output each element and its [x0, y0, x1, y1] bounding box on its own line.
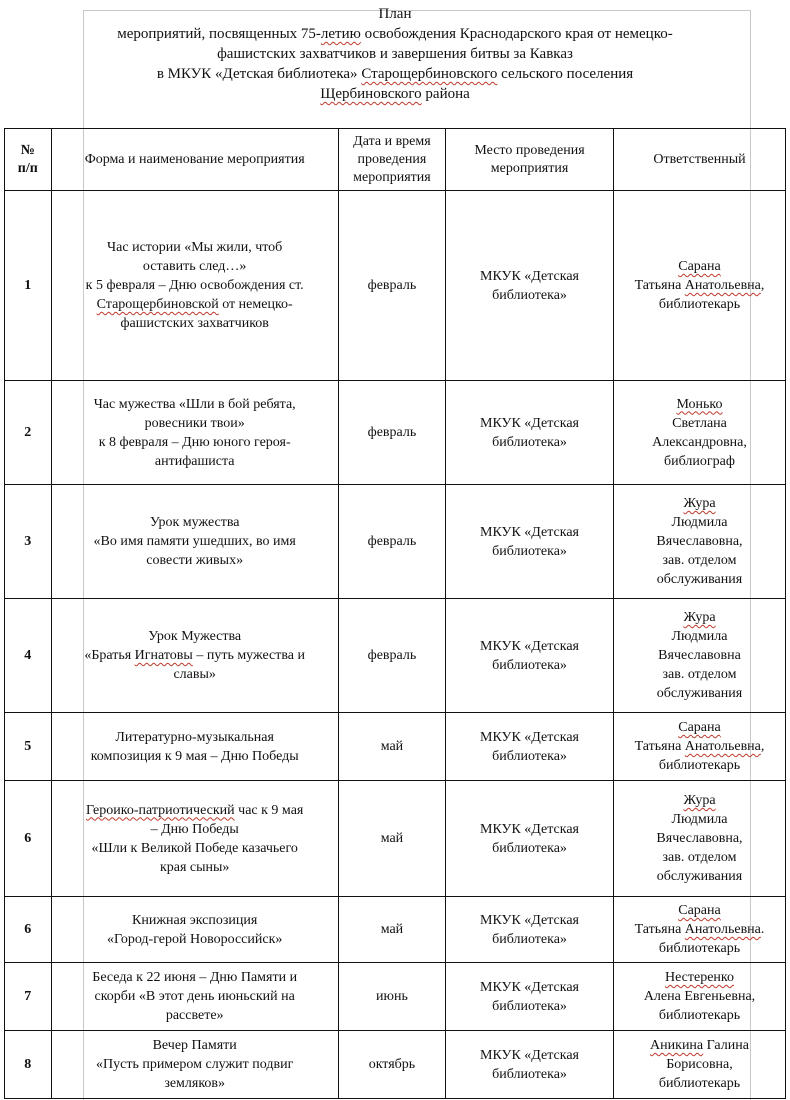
event-name-cell-line: Беседа к 22 июня – Дню Памяти и [92, 970, 298, 985]
event-place-cell-line: библиотека» [492, 1066, 567, 1082]
event-date-cell: май [338, 897, 445, 963]
row-number: 8 [5, 1031, 52, 1099]
responsible-cell [613, 191, 785, 381]
event-name-cell-line: Час мужества «Шли в бой ребята, [93, 396, 296, 412]
responsible-cell-line: Сарана [678, 720, 721, 735]
responsible-cell-line: Вячеславовна, [656, 534, 743, 549]
header-place [446, 129, 614, 191]
row-number: 2 [5, 381, 52, 485]
header-number-line: п/п [17, 160, 38, 176]
table-row [5, 781, 786, 897]
responsible-cell-line: Вячеславовна [658, 648, 741, 663]
event-name-cell-line: Литературно-музыкальная [115, 729, 274, 745]
event-date-cell: октябрь [338, 1031, 445, 1099]
row-number: 6 [5, 781, 52, 897]
table-row [5, 963, 786, 1031]
responsible-cell [613, 1031, 785, 1099]
event-place-cell-line: библиотека» [492, 434, 567, 450]
responsible-cell-line: зав. отделом [662, 667, 737, 682]
event-date-cell: февраль [338, 381, 445, 485]
event-name-cell-line: к 8 февраля – Дню юного героя- [98, 434, 291, 450]
header-responsible: Ответственный [613, 129, 785, 191]
event-place-cell [446, 191, 614, 381]
responsible-cell-line: зав. отделом [662, 850, 737, 865]
event-date-cell: июнь [338, 963, 445, 1031]
responsible-cell-line: библиотекарь [658, 297, 741, 312]
responsible-cell-line: Жура [683, 610, 716, 625]
responsible-cell-line: библиотекарь [658, 1076, 741, 1091]
event-date-cell: февраль [338, 485, 445, 599]
header-event-name: Форма и наименование мероприятия [51, 129, 338, 191]
event-name-cell-line: края сыны» [159, 859, 230, 875]
event-place-cell-line: МКУК «Детская [480, 912, 579, 928]
table-row [5, 191, 786, 381]
event-name-cell-line: «Шли к Великой Победе казачьего [91, 840, 298, 856]
event-date-cell: февраль [338, 191, 445, 381]
responsible-cell-line: Жура [683, 793, 716, 808]
event-date-cell: май [338, 781, 445, 897]
event-name-cell-line: совести живых» [146, 553, 244, 568]
event-name-cell-line: оставить след…» [142, 259, 247, 274]
responsible-cell [613, 485, 785, 599]
event-date-cell: май [338, 713, 445, 781]
responsible-cell [613, 963, 785, 1031]
event-name-cell-line: «Пусть примером служит подвиг [96, 1057, 294, 1072]
event-place-cell-line: МКУК «Детская [480, 268, 579, 284]
responsible-cell-line: Жура [683, 496, 716, 511]
event-date-cell: февраль [338, 599, 445, 713]
event-name-cell-line: – Дню Победы [150, 821, 239, 837]
event-name-cell-line: Час истории «Мы жили, чтоб [107, 240, 283, 255]
row-number: 4 [5, 599, 52, 713]
event-name-cell-line: Старощербиновской от немецко- [96, 297, 293, 312]
event-name-cell [51, 599, 338, 713]
responsible-cell-line: Татьяна Анатольевна. [634, 922, 765, 937]
event-name-cell-line: антифашиста [154, 453, 235, 469]
event-place-cell-line: библиотека» [492, 998, 567, 1014]
responsible-cell-line: Светлана [672, 415, 727, 431]
responsible-cell-line: библиотекарь [658, 941, 741, 956]
event-place-cell-line: библиотека» [492, 931, 567, 947]
header-number-line: № [20, 142, 35, 158]
responsible-cell-line: Александровна, [652, 434, 747, 450]
header-number [5, 129, 52, 191]
responsible-cell-line: библиотекарь [658, 758, 741, 773]
event-name-cell [51, 381, 338, 485]
event-place-cell-line: библиотека» [492, 287, 567, 303]
row-number: 6 [5, 897, 52, 963]
responsible-cell-line: обслуживания [656, 572, 743, 587]
header-row [5, 129, 786, 191]
title-line-2: мероприятий, посвященных 75-летию освобождения Краснодарского края от немецко- [117, 26, 673, 42]
event-place-cell [446, 381, 614, 485]
header-date-line: Дата и время [353, 133, 431, 149]
header-date-line: мероприятия [353, 169, 431, 185]
row-number: 1 [5, 191, 52, 381]
table-row [5, 1031, 786, 1099]
event-name-cell [51, 191, 338, 381]
responsible-cell-line: Аникина Галина [650, 1038, 749, 1053]
event-place-cell [446, 599, 614, 713]
table-row [5, 599, 786, 713]
event-place-cell-line: МКУК «Детская [480, 821, 579, 837]
event-name-cell-line: «Во имя памяти ушедших, во имя [93, 534, 296, 549]
event-name-cell-line: «Город-герой Новороссийск» [106, 931, 283, 947]
event-name-cell [51, 713, 338, 781]
row-number: 5 [5, 713, 52, 781]
table-row [5, 485, 786, 599]
event-place-cell-line: МКУК «Детская [480, 729, 579, 745]
responsible-cell-line: Людмила [671, 812, 728, 827]
title-line-4: в МКУК «Детская библиотека» Старощербиновского сельского поселения [156, 66, 634, 82]
row-number: 3 [5, 485, 52, 599]
responsible-cell-line: зав. отделом [662, 553, 737, 568]
event-place-cell-line: МКУК «Детская [480, 1047, 579, 1063]
row-number: 7 [5, 963, 52, 1031]
event-name-cell-line: ровесники твои» [144, 415, 245, 431]
responsible-cell-line: библиотекарь [658, 1008, 741, 1023]
event-place-cell [446, 781, 614, 897]
event-place-cell-line: МКУК «Детская [480, 524, 579, 540]
title-line-1: План [378, 6, 412, 22]
event-name-cell-line: Урок мужества [149, 515, 240, 530]
event-name-cell-line: Книжная экспозиция [132, 912, 258, 928]
event-place-cell-line: библиотека» [492, 657, 567, 673]
responsible-cell-line: Монько [676, 396, 723, 412]
title-line-5: Щербиновского района [320, 86, 470, 102]
event-place-cell [446, 485, 614, 599]
event-place-cell [446, 1031, 614, 1099]
event-name-cell [51, 963, 338, 1031]
event-name-cell-line: Вечер Памяти [152, 1038, 237, 1053]
table-row [5, 713, 786, 781]
header-date-line: проведения [357, 151, 427, 167]
event-place-cell-line: МКУК «Детская [480, 638, 579, 654]
header-place-line: мероприятия [490, 160, 569, 176]
responsible-cell-line: Алена Евгеньевна, [643, 989, 756, 1004]
header-place-line: Место проведения [474, 142, 585, 158]
responsible-cell [613, 599, 785, 713]
title-line-3: фашистских захватчиков и завершения битвы за Кавказ [217, 46, 573, 62]
events-table [4, 128, 786, 1099]
responsible-cell [613, 713, 785, 781]
event-place-cell [446, 713, 614, 781]
responsible-cell-line: Людмила [671, 515, 728, 530]
responsible-cell-line: обслуживания [656, 869, 743, 884]
event-place-cell-line: библиотека» [492, 840, 567, 856]
document-title [0, 4, 790, 104]
event-name-cell [51, 781, 338, 897]
event-name-cell-line: рассвете» [165, 1008, 224, 1023]
event-name-cell-line: Героико-патриотический час к 9 мая [86, 802, 304, 818]
event-place-cell [446, 963, 614, 1031]
responsible-cell [613, 897, 785, 963]
responsible-cell [613, 781, 785, 897]
event-name-cell-line: скорби «В этот день июньский на [94, 989, 295, 1004]
responsible-cell-line: Борисовна, [666, 1057, 733, 1072]
table-row [5, 381, 786, 485]
responsible-cell-line: библиограф [664, 453, 735, 469]
event-name-cell-line: фашистских захватчиков [120, 316, 269, 331]
event-name-cell [51, 485, 338, 599]
responsible-cell-line: Сарана [678, 259, 721, 274]
event-name-cell-line: Урок Мужества [148, 629, 242, 644]
event-name-cell-line: композиция к 9 мая – Дню Победы [90, 748, 299, 764]
responsible-cell-line: обслуживания [656, 686, 743, 701]
event-place-cell-line: библиотека» [492, 543, 567, 559]
responsible-cell-line: Вячеславовна, [656, 831, 743, 846]
event-name-cell-line: славы» [173, 667, 216, 682]
event-name-cell-line: «Братья Игнатовы – путь мужества и [84, 648, 306, 663]
event-name-cell-line: земляков» [164, 1076, 226, 1091]
responsible-cell-line: Татьяна Анатольевна, [634, 739, 765, 754]
responsible-cell [613, 381, 785, 485]
event-place-cell-line: МКУК «Детская [480, 415, 579, 431]
table-row [5, 897, 786, 963]
responsible-cell-line: Сарана [678, 903, 721, 918]
event-name-cell-line: к 5 февраля – Дню освобождения ст. [85, 278, 304, 293]
event-place-cell-line: МКУК «Детская [480, 979, 579, 995]
responsible-cell-line: Татьяна Анатольевна, [634, 278, 765, 293]
responsible-cell-line: Нестеренко [664, 970, 734, 985]
header-date [338, 129, 445, 191]
event-name-cell [51, 1031, 338, 1099]
event-place-cell-line: библиотека» [492, 748, 567, 764]
event-place-cell [446, 897, 614, 963]
event-name-cell [51, 897, 338, 963]
responsible-cell-line: Людмила [671, 629, 728, 644]
